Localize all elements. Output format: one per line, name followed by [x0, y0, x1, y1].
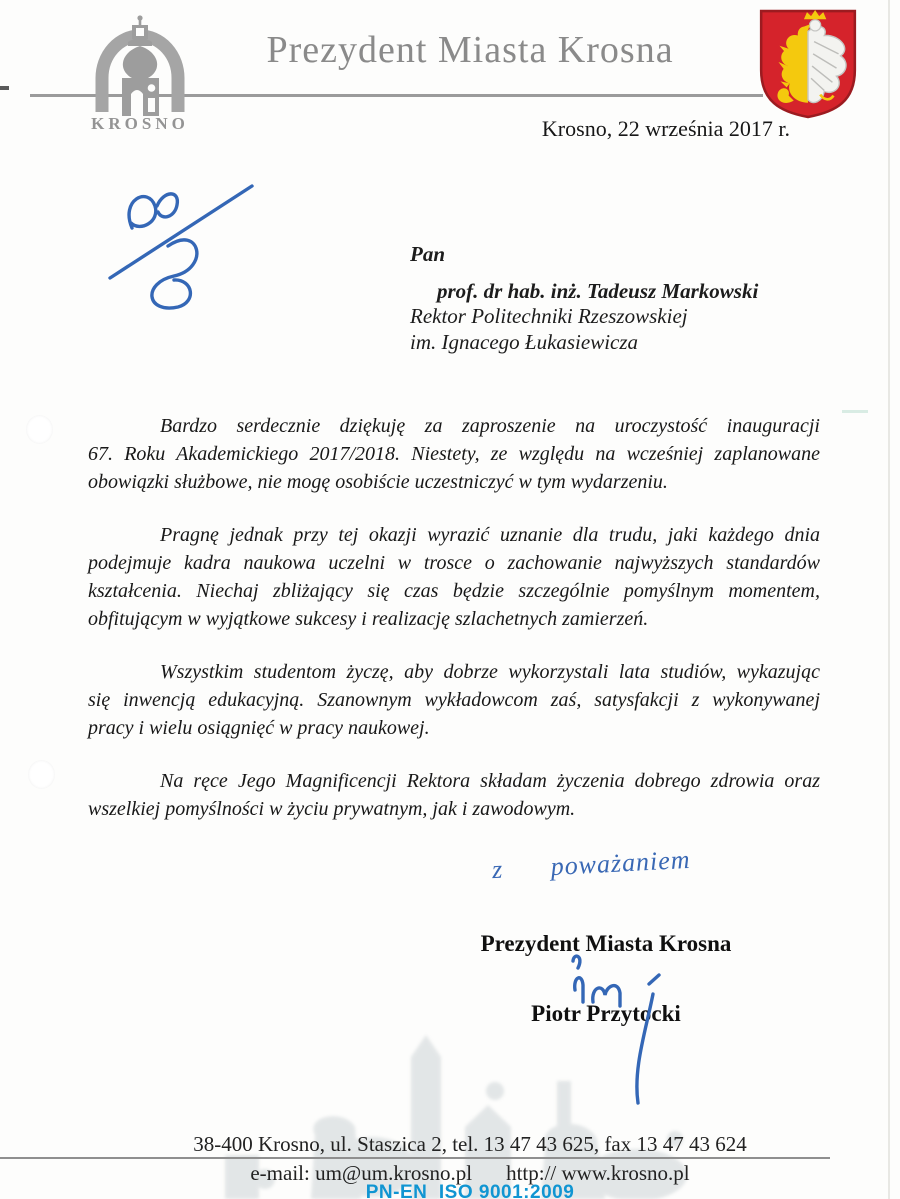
- body-line: podejmuje kadra naukowa uczelni w trosce o zachowanie najwyższych standardów: [88, 552, 820, 574]
- scan-artifact-edge-mark: [0, 86, 9, 90]
- body-line: kształcenia. Niechaj zbliżający się czas będzie szczególnie pomyślnym momentem,: [88, 580, 820, 602]
- letter-body: [88, 412, 820, 848]
- body-line: 67. Roku Akademickiego 2017/2018. Niestety, ze względu na wcześniej zaplanowane: [88, 443, 820, 465]
- body-line: się inwencją edukacyjną. Szanownym wykładowcom zaś, satysfakcji z wykonywanej: [88, 689, 820, 711]
- body-line: Wszystkim studentom życzę, aby dobrze wykorzystali lata studiów, wykazując: [160, 661, 820, 683]
- recipient-salutation: Pan: [410, 242, 446, 266]
- handwritten-closing: z poważaniem: [491, 844, 692, 885]
- scan-artifact-vertical-line: [888, 0, 890, 1199]
- body-line: Na ręce Jego Magnificencji Rektora składam życzenia dobrego zdrowia oraz: [160, 770, 820, 792]
- iso-text: PN-EN ISO 9001:2009: [365, 1182, 575, 1199]
- krosno-coat-of-arms: [756, 7, 860, 119]
- body-line: obfitującym w wyjątkowe sukcesy i realizację szlachetnych zamierzeń.: [88, 608, 649, 630]
- handwritten-signature: [545, 948, 675, 1108]
- body-line: wszelkiej pomyślności w życiu prywatnym, jak i zawodowym.: [88, 798, 576, 820]
- punch-hole: [26, 415, 53, 444]
- footer-address: 38-400 Krosno, ul. Staszica 2, tel. 13 47 43 625, fax 13 47 43 624: [193, 1132, 747, 1156]
- footer-website: http:// www.krosno.pl: [506, 1161, 690, 1185]
- letterhead-title: Prezydent Miasta Krosna: [266, 29, 674, 71]
- body-paragraph: [88, 521, 820, 633]
- footer-iso-certification: [40, 1182, 900, 1199]
- scan-artifact-tick: [842, 410, 868, 413]
- footer-rule: [0, 1157, 830, 1159]
- body-line: Bardzo serdecznie dziękuję za zaproszenie na uroczystość inauguracji: [160, 415, 820, 437]
- footer-email: e-mail: um@um.krosno.pl: [250, 1161, 473, 1185]
- signer-name: Piotr Przytocki: [531, 1001, 681, 1026]
- signer-title: Prezydent Miasta Krosna: [480, 931, 732, 956]
- body-line: pracy i wielu osiągnięć w pracy naukowej.: [88, 717, 430, 739]
- body-line: obowiązki służbowe, nie mogę osobiście uczestniczyć w tym wydarzeniu.: [88, 471, 668, 493]
- recipient-institution: im. Ignacego Łukasiewicza: [410, 329, 639, 354]
- krosno-tower-logo: [70, 12, 210, 130]
- recipient-name: prof. dr hab. inż. Tadeusz Markowski: [437, 278, 759, 303]
- recipient-position: Rektor Politechniki Rzeszowskiej: [410, 304, 688, 328]
- body-paragraph: [88, 658, 820, 742]
- body-paragraph: [88, 412, 820, 496]
- body-paragraph: [88, 767, 820, 823]
- recipient-block: [410, 242, 758, 355]
- punch-hole: [28, 760, 55, 789]
- handwritten-registry-mark: [102, 178, 262, 323]
- body-line: Pragnę jednak przy tej okazji wyrazić uznanie dla trudu, jaki każdego dnia: [160, 524, 820, 546]
- date-line: Krosno, 22 września 2017 r.: [541, 116, 790, 141]
- logo-caption-text: KROSNO: [91, 114, 189, 130]
